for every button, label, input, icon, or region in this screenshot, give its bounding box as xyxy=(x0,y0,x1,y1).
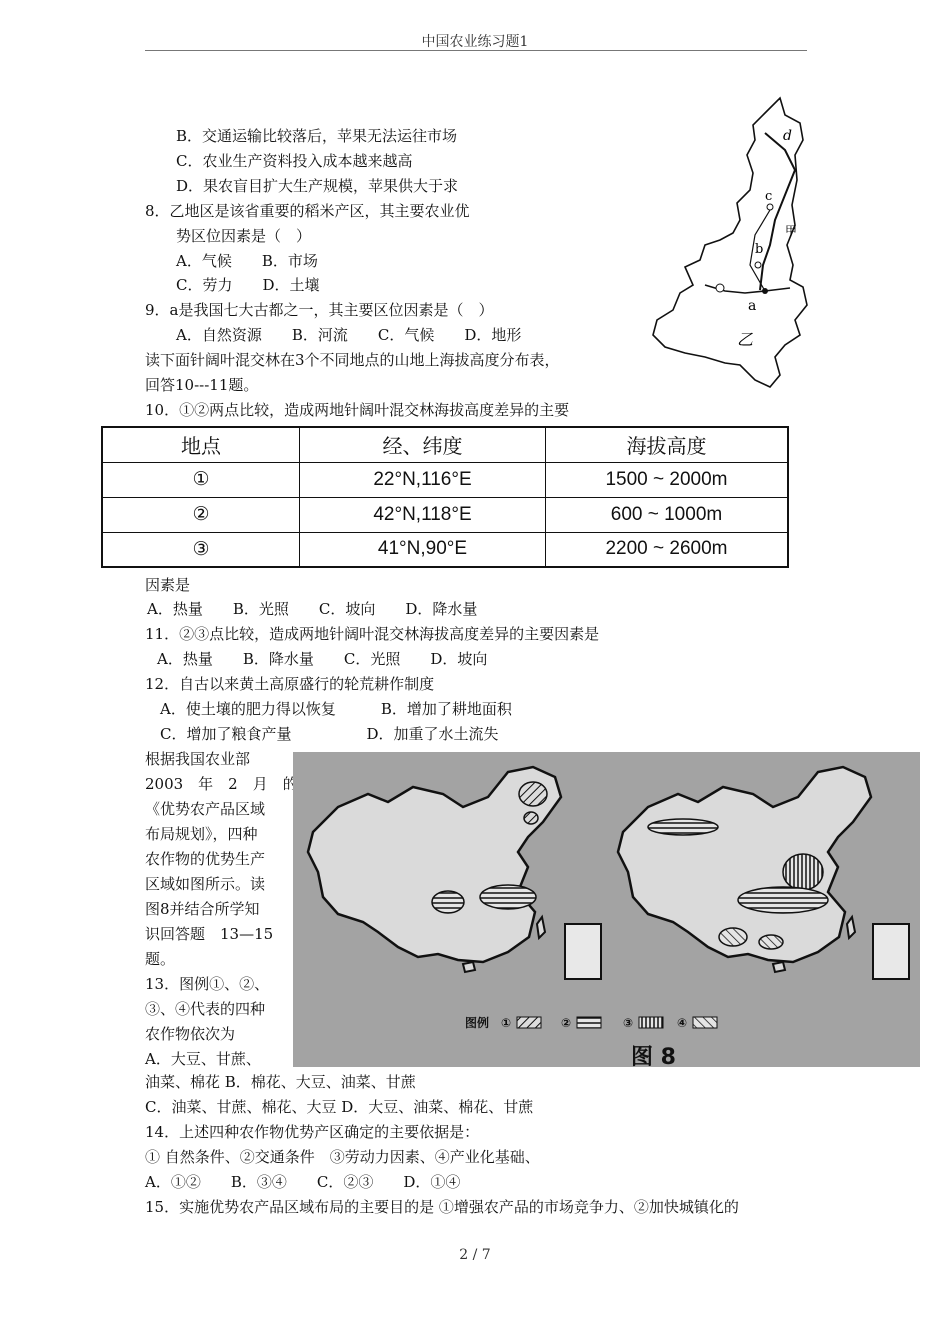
q14-items: ① 自然条件、②交通条件 ③劳动力因素、④产业化基础、 xyxy=(145,1148,540,1166)
map-label-d: d xyxy=(783,128,792,144)
south-china-sea-inset xyxy=(565,924,601,979)
crop-region-cotton-xinjiang xyxy=(648,819,718,835)
q15-stem: 15．实施优势农产品区域布局的主要目的是 ①增强农产品的市场竞争力、②加快城镇化的 xyxy=(145,1198,739,1216)
q14-stem: 14．上述四种农作物优势产区确定的主要依据是： xyxy=(145,1123,480,1141)
q13-options-line1: 油菜、棉花 B．棉花、大豆、油菜、甘蔗 xyxy=(145,1073,416,1091)
province-map xyxy=(645,95,820,395)
taiwan-island xyxy=(537,917,545,938)
table-cell: 42°N,118°E xyxy=(300,497,546,532)
crop-region-rapeseed-yangtze xyxy=(432,891,464,913)
legend-swatch-2 xyxy=(577,1017,601,1028)
taiwan-island xyxy=(847,917,855,938)
map-label-a: a xyxy=(748,298,757,314)
table-cell: 600 ~ 1000m xyxy=(546,497,789,532)
legend-item-3-label: ③ xyxy=(623,1016,634,1030)
q8-stem: 8．乙地区是该省重要的稻米产区，其主要农业优 xyxy=(145,202,470,220)
city-marker xyxy=(767,204,773,210)
table-header-row xyxy=(102,427,788,462)
table-row xyxy=(102,462,788,497)
table-cell: 41°N,90°E xyxy=(300,532,546,567)
q12-options-ab: A．使土壤的肥力得以恢复 B．增加了耕地面积 xyxy=(160,700,512,718)
intro-13-15-line: 识回答题 13—15 xyxy=(145,925,274,943)
figure-title: 图 8 xyxy=(631,1045,676,1067)
q9-stem: 9．a是我国七大古都之一，其主要区位因素是（ ） xyxy=(145,301,494,319)
table-cell: 1500 ~ 2000m xyxy=(546,462,789,497)
q11-stem: 11．②③点比较，造成两地针阔叶混交林海拔高度差异的主要因素是 xyxy=(145,625,600,643)
q10-options: A．热量 B．光照 C．坡向 D．降水量 xyxy=(147,600,478,618)
legend-swatch-4 xyxy=(693,1017,717,1028)
legend-item-2-label: ② xyxy=(561,1016,572,1030)
q7-option-b: B．交通运输比较落后，苹果无法运往市场 xyxy=(176,127,458,145)
q13-line: ③、④代表的四种 xyxy=(145,1000,266,1018)
q13-line: A．大豆、甘蔗、 xyxy=(145,1050,261,1068)
q10-stem-cont: 因素是 xyxy=(145,576,191,594)
city-marker xyxy=(755,262,761,268)
crop-region-cotton-yellow-river xyxy=(783,854,823,890)
page-header-title: 中国农业练习题1 xyxy=(421,34,529,50)
table-header-coords: 经、纬度 xyxy=(300,427,546,462)
q13-line: 13．图例①、②、 xyxy=(145,975,270,993)
intro-10-11-line2: 回答10---11题。 xyxy=(145,376,259,394)
table-row xyxy=(102,497,788,532)
q13-options-line2: C．油菜、甘蔗、棉花、大豆 D．大豆、油菜、棉花、甘蔗 xyxy=(145,1098,534,1116)
table-cell: ① xyxy=(102,462,300,497)
intro-13-15-line: 布局规划》，四种 xyxy=(145,825,258,843)
city-marker xyxy=(716,284,724,292)
page-number: 2 / 7 xyxy=(459,1247,491,1263)
q7-option-c: C．农业生产资料投入成本越来越高 xyxy=(176,152,413,170)
intro-13-15-line: 2003 年 2 月 的 xyxy=(145,775,298,793)
intro-13-15-line: 根据我国农业部 xyxy=(145,750,251,768)
q12-options-cd: C．增加了粮食产量 D．加重了水土流失 xyxy=(160,725,499,743)
map-label-b: b xyxy=(755,242,764,257)
hainan-island xyxy=(773,962,785,972)
q8-options-ab: A．气候 B．市场 xyxy=(176,252,318,270)
crop-region-soybean-northeast xyxy=(524,812,538,824)
table-cell: 22°N,116°E xyxy=(300,462,546,497)
south-china-sea-inset xyxy=(873,924,909,979)
table-row xyxy=(102,532,788,567)
intro-10-11-line1: 读下面针阔叶混交林在3个不同地点的山地上海拔高度分布表， xyxy=(145,351,560,369)
intro-13-15-line: 题。 xyxy=(145,950,176,968)
legend-label: 图例 xyxy=(465,1016,490,1030)
legend-swatch-1 xyxy=(517,1017,541,1028)
table-cell: ③ xyxy=(102,532,300,567)
map-label-c: c xyxy=(765,189,773,204)
header-rule xyxy=(145,50,807,51)
legend-item-4-label: ④ xyxy=(677,1016,688,1030)
crop-region-sugarcane-south xyxy=(759,935,783,949)
q10-stem: 10．①②两点比较，造成两地针阔叶混交林海拔高度差异的主要 xyxy=(145,401,570,419)
q12-stem: 12．自古以来黄土高原盛行的轮荒耕作制度 xyxy=(145,675,435,693)
hainan-island xyxy=(463,962,475,972)
table-header-altitude: 海拔高度 xyxy=(546,427,789,462)
river-line xyxy=(760,133,798,290)
q13-line: 农作物依次为 xyxy=(145,1025,236,1043)
crop-region-rapeseed-yangtze xyxy=(738,887,828,913)
q11-options: A．热量 B．降水量 C．光照 D．坡向 xyxy=(157,650,488,668)
intro-13-15-line: 区域如图所示。读 xyxy=(145,875,266,893)
table-header-location: 地点 xyxy=(102,427,300,462)
intro-13-15-line: 农作物的优势生产 xyxy=(145,850,266,868)
q9-options: A．自然资源 B．河流 C．气候 D．地形 xyxy=(176,326,522,344)
q14-options: A．①② B．③④ C．②③ D．①④ xyxy=(145,1173,461,1191)
q8-stem-cont: 势区位因素是（ ） xyxy=(176,227,312,245)
legend-swatch-3 xyxy=(639,1017,663,1028)
map-label-jia: 甲 xyxy=(785,224,798,238)
crop-region-rapeseed-yangtze xyxy=(480,885,536,909)
intro-13-15-line: 《优势农产品区域 xyxy=(145,800,266,818)
crop-region-soybean-northeast xyxy=(519,782,547,806)
altitude-table xyxy=(101,426,789,568)
figure-8-crop-map xyxy=(293,752,920,1067)
crop-region-sugarcane-south xyxy=(719,928,747,946)
city-marker xyxy=(762,288,768,294)
table-cell: ② xyxy=(102,497,300,532)
legend-item-1-label: ① xyxy=(501,1016,512,1030)
q7-option-d: D．果农盲目扩大生产规模，苹果供大于求 xyxy=(176,177,459,195)
intro-13-15-line: 图8并结合所学知 xyxy=(145,900,260,918)
map-label-yi: 乙 xyxy=(737,330,754,349)
table-cell: 2200 ~ 2600m xyxy=(546,532,789,567)
q8-options-cd: C．劳力 D．土壤 xyxy=(176,276,320,294)
